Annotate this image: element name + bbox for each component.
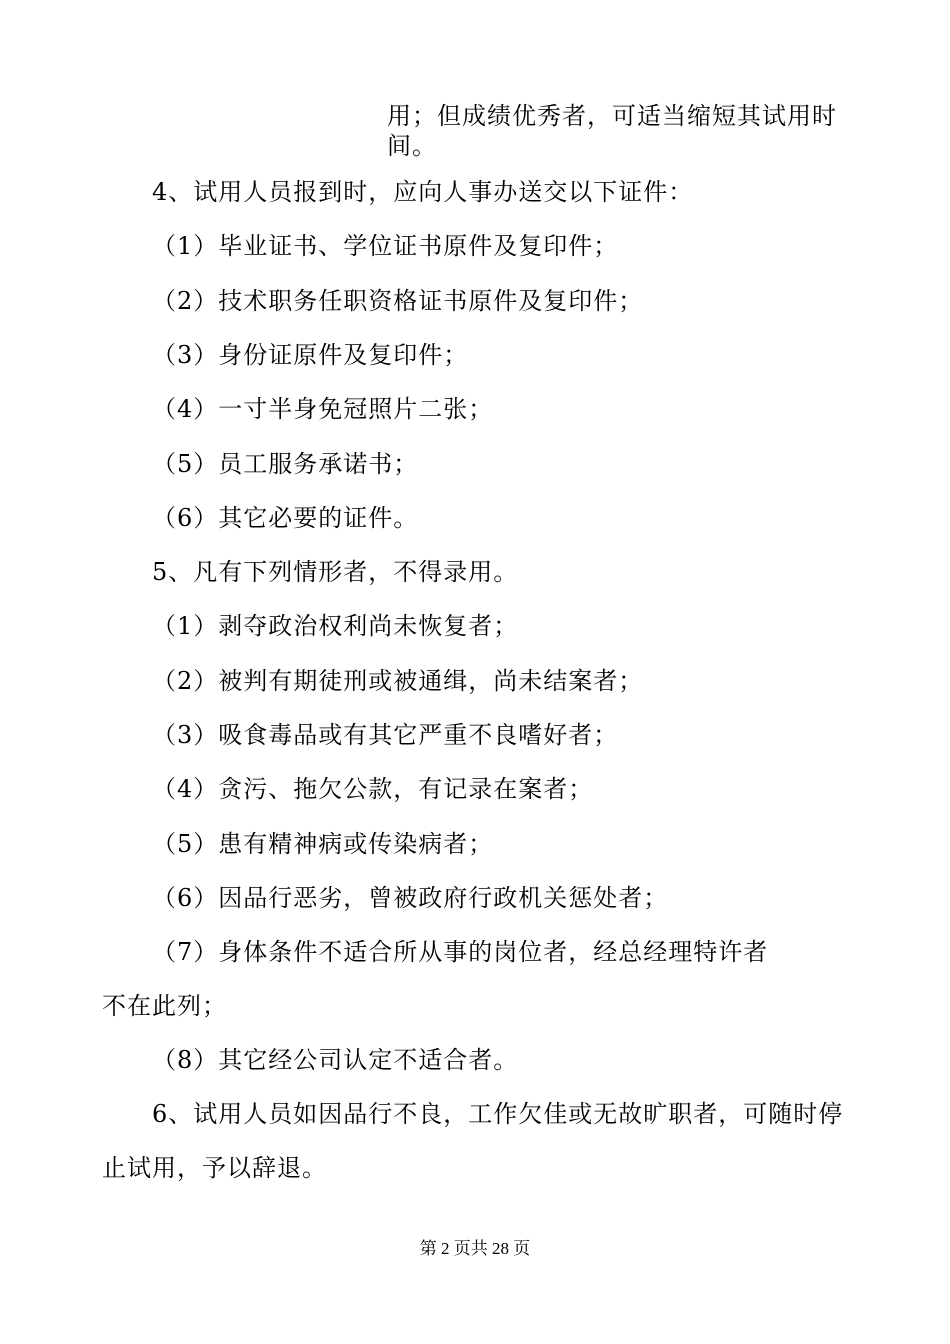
item-6-line-2: 止试用，予以辞退。 xyxy=(102,1154,327,1182)
item-5-sub-4: （4）贪污、拖欠公款，有记录在案者； xyxy=(152,775,594,803)
item-5-sub-6: （6）因品行恶劣，曾被政府行政机关惩处者； xyxy=(152,884,669,912)
item-4-sub-2: （2）技术职务任职资格证书原件及复印件； xyxy=(152,287,644,315)
item-4-sub-1: （1）毕业证书、学位证书原件及复印件； xyxy=(152,232,619,260)
item-5-heading: 5、凡有下列情形者，不得录用。 xyxy=(152,558,519,586)
item-6-line-1: 6、试用人员如因品行不良，工作欠佳或无故旷职者，可随时停 xyxy=(152,1100,844,1128)
item-4-heading: 4、试用人员报到时，应向人事办送交以下证件： xyxy=(152,178,694,206)
item-5-sub-1: （1）剥夺政治权利尚未恢复者； xyxy=(152,612,519,640)
continued-text-line-1: 用；但成绩优秀者，可适当缩短其试用时 xyxy=(387,102,837,130)
item-5-sub-3: （3）吸食毒品或有其它严重不良嗜好者； xyxy=(152,721,619,749)
item-4-sub-3: （3）身份证原件及复印件； xyxy=(152,341,469,369)
item-5-sub-7: （7）身体条件不适合所从事的岗位者，经总经理特许者 xyxy=(152,938,769,966)
item-4-sub-5: （5）员工服务承诺书； xyxy=(152,450,419,478)
item-5-sub-5: （5）患有精神病或传染病者； xyxy=(152,830,494,858)
item-4-sub-6: （6）其它必要的证件。 xyxy=(152,504,419,532)
page-number-footer: 第 2 页共 28 页 xyxy=(419,1239,531,1258)
continued-text-line-2: 间。 xyxy=(387,132,437,160)
item-5-sub-8: （8）其它经公司认定不适合者。 xyxy=(152,1046,519,1074)
item-5-sub-7-continued: 不在此列； xyxy=(102,992,227,1020)
item-4-sub-4: （4）一寸半身免冠照片二张； xyxy=(152,395,494,423)
item-5-sub-2: （2）被判有期徒刑或被通缉，尚未结案者； xyxy=(152,667,644,695)
